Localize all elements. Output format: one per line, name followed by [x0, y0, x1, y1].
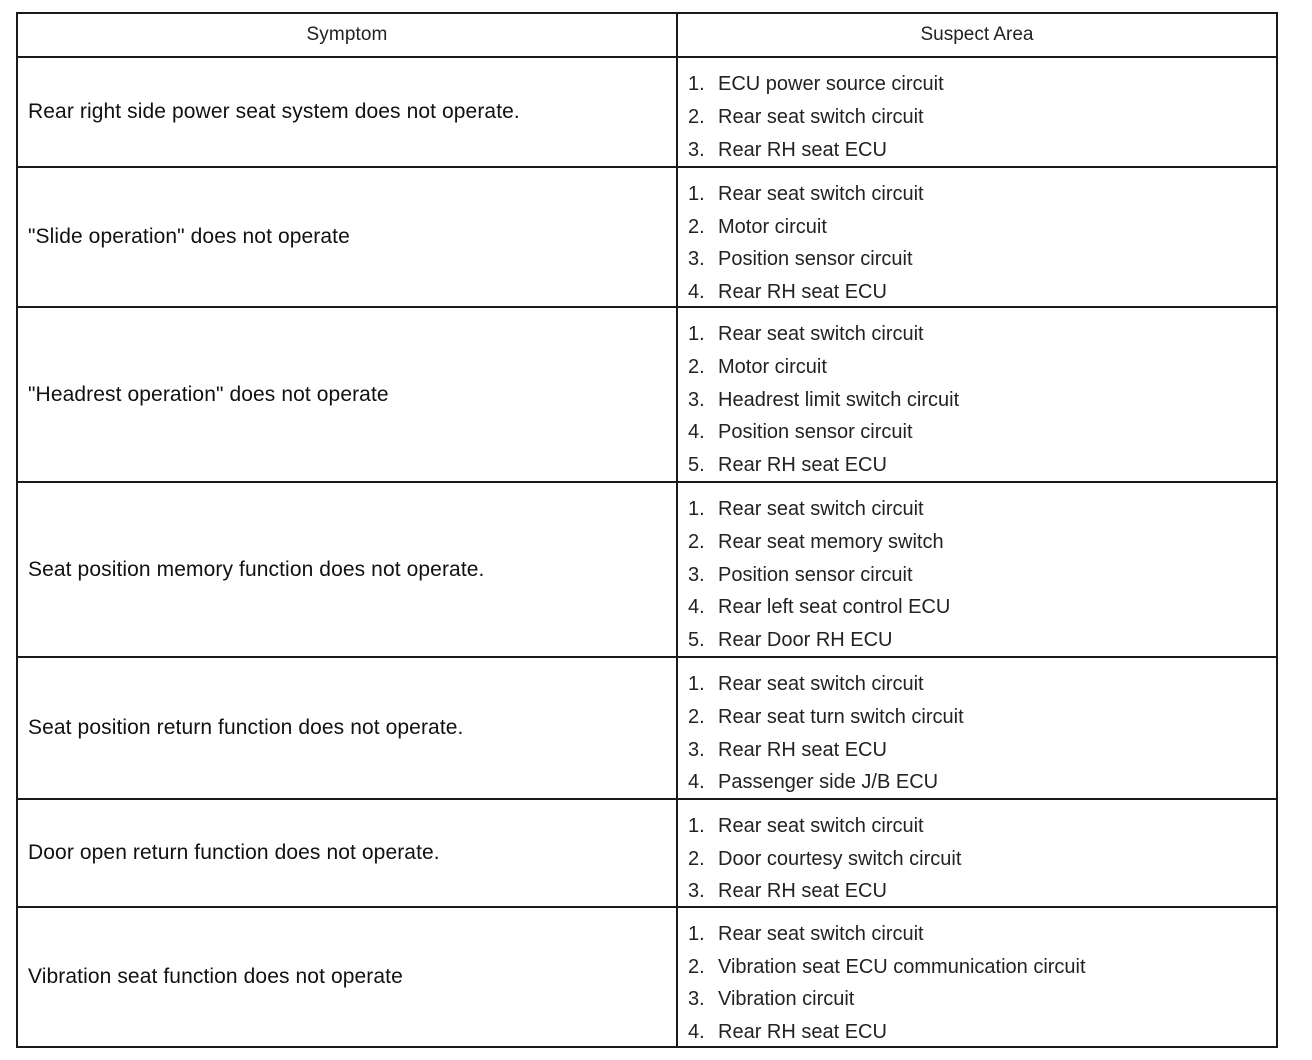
- item-text: Rear seat memory switch: [718, 530, 944, 553]
- item-text: Headrest limit switch circuit: [718, 388, 960, 411]
- item-number: 1.: [688, 815, 705, 837]
- suspect-area-cell: [678, 908, 1276, 1046]
- table-row: [18, 56, 1276, 166]
- suspect-area-item: [688, 351, 1276, 384]
- item-text: Motor circuit: [718, 355, 827, 378]
- suspect-area-item: [688, 591, 1276, 624]
- table-row: [18, 798, 1276, 906]
- suspect-area-item: [688, 843, 1276, 876]
- item-number: 4.: [688, 771, 705, 794]
- item-number: 3.: [688, 388, 705, 411]
- item-text: Rear RH seat ECU: [718, 138, 887, 161]
- item-text: Rear seat switch circuit: [718, 923, 924, 945]
- suspect-area-item: [688, 875, 1276, 908]
- suspect-area-item: [688, 951, 1276, 984]
- suspect-area-cell: [678, 800, 1276, 906]
- header-suspect-area: Suspect Area: [920, 24, 1034, 45]
- item-text: Rear seat turn switch circuit: [718, 705, 964, 728]
- item-text: Rear RH seat ECU: [718, 280, 887, 303]
- table-row: [18, 481, 1276, 656]
- item-text: Vibration seat ECU communication circuit: [718, 955, 1086, 978]
- suspect-area-item: [688, 766, 1276, 799]
- item-text: Rear seat switch circuit: [718, 105, 924, 128]
- item-number: 5.: [688, 454, 705, 477]
- symptom-cell: Seat position return function does not operate.: [18, 658, 678, 798]
- item-number: 1.: [688, 923, 705, 945]
- item-number: 4.: [688, 421, 705, 444]
- suspect-area-item: [688, 701, 1276, 734]
- symptom-cell: Door open return function does not operate.: [18, 800, 678, 906]
- item-text: Rear Door RH ECU: [718, 629, 893, 652]
- item-text: Rear left seat control ECU: [718, 596, 951, 619]
- item-number: 1.: [688, 673, 705, 695]
- item-text: Passenger side J/B ECU: [718, 771, 939, 794]
- suspect-area-item: [688, 983, 1276, 1016]
- symptom-cell: Vibration seat function does not operate: [18, 908, 678, 1046]
- suspect-area-item: [688, 526, 1276, 559]
- item-text: Rear RH seat ECU: [718, 738, 887, 761]
- suspect-area-item: [688, 1016, 1276, 1049]
- table-header-row: [18, 14, 1276, 56]
- suspect-area-item: [688, 624, 1276, 657]
- suspect-area-item: [688, 384, 1276, 417]
- suspect-area-item: [688, 318, 1276, 351]
- suspect-area-cell: [678, 483, 1276, 656]
- item-number: 4.: [688, 1020, 705, 1043]
- suspect-area-item: [688, 101, 1276, 134]
- suspect-area-item: [688, 134, 1276, 167]
- suspect-area-item: [688, 559, 1276, 592]
- suspect-area-item: [688, 918, 1276, 951]
- item-text: Rear seat switch circuit: [718, 673, 924, 695]
- item-text: Rear RH seat ECU: [718, 1020, 887, 1043]
- suspect-area-item: [688, 734, 1276, 767]
- item-number: 3.: [688, 138, 705, 161]
- symptom-table: [16, 12, 1278, 1048]
- item-number: 4.: [688, 280, 705, 303]
- suspect-area-item: [688, 68, 1276, 101]
- suspect-area-item: [688, 178, 1276, 211]
- item-number: 1.: [688, 183, 705, 205]
- item-number: 5.: [688, 629, 705, 652]
- item-number: 2.: [688, 705, 705, 728]
- suspect-area-item: [688, 211, 1276, 244]
- symptom-cell: Rear right side power seat system does not operate.: [18, 58, 678, 166]
- item-number: 3.: [688, 738, 705, 761]
- item-number: 2.: [688, 355, 705, 378]
- suspect-area-cell: [678, 168, 1276, 306]
- item-text: Rear seat switch circuit: [718, 815, 924, 837]
- item-number: 2.: [688, 955, 705, 978]
- suspect-area-item: [688, 668, 1276, 701]
- item-text: Position sensor circuit: [718, 421, 913, 444]
- symptom-cell: Seat position memory function does not operate.: [18, 483, 678, 656]
- table-row: [18, 656, 1276, 798]
- item-text: Door courtesy switch circuit: [718, 847, 962, 870]
- item-text: Position sensor circuit: [718, 563, 913, 586]
- item-number: 2.: [688, 215, 705, 238]
- suspect-area-cell: [678, 308, 1276, 481]
- suspect-area-cell: [678, 658, 1276, 798]
- header-symptom: Symptom: [18, 14, 678, 56]
- item-number: 2.: [688, 847, 705, 870]
- suspect-area-cell: [678, 58, 1276, 166]
- item-text: ECU power source circuit: [718, 73, 944, 95]
- suspect-area-item: [688, 810, 1276, 843]
- suspect-area-item: [688, 243, 1276, 276]
- symptom-cell: "Slide operation" does not operate: [18, 168, 678, 306]
- item-number: 3.: [688, 563, 705, 586]
- item-text: Rear seat switch circuit: [718, 183, 924, 205]
- suspect-area-item: [688, 449, 1276, 482]
- table-row: [18, 166, 1276, 306]
- suspect-area-item: [688, 416, 1276, 449]
- item-text: Motor circuit: [718, 215, 827, 238]
- item-number: 1.: [688, 323, 705, 345]
- symptom-cell: "Headrest operation" does not operate: [18, 308, 678, 481]
- item-number: 1.: [688, 498, 705, 520]
- suspect-area-item: [688, 276, 1276, 309]
- table-row: [18, 306, 1276, 481]
- suspect-area-item: [688, 493, 1276, 526]
- table-body: [18, 56, 1276, 1046]
- item-text: Rear RH seat ECU: [718, 880, 887, 903]
- table-row: [18, 906, 1276, 1046]
- item-number: 2.: [688, 105, 705, 128]
- item-text: Position sensor circuit: [718, 248, 913, 270]
- item-text: Vibration circuit: [718, 988, 855, 1010]
- item-number: 3.: [688, 880, 705, 903]
- item-number: 4.: [688, 596, 705, 619]
- item-number: 1.: [688, 73, 705, 95]
- item-text: Rear seat switch circuit: [718, 323, 924, 345]
- item-text: Rear RH seat ECU: [718, 454, 887, 477]
- item-number: 3.: [688, 988, 705, 1010]
- item-number: 3.: [688, 248, 705, 270]
- item-text: Rear seat switch circuit: [718, 498, 924, 520]
- item-number: 2.: [688, 530, 705, 553]
